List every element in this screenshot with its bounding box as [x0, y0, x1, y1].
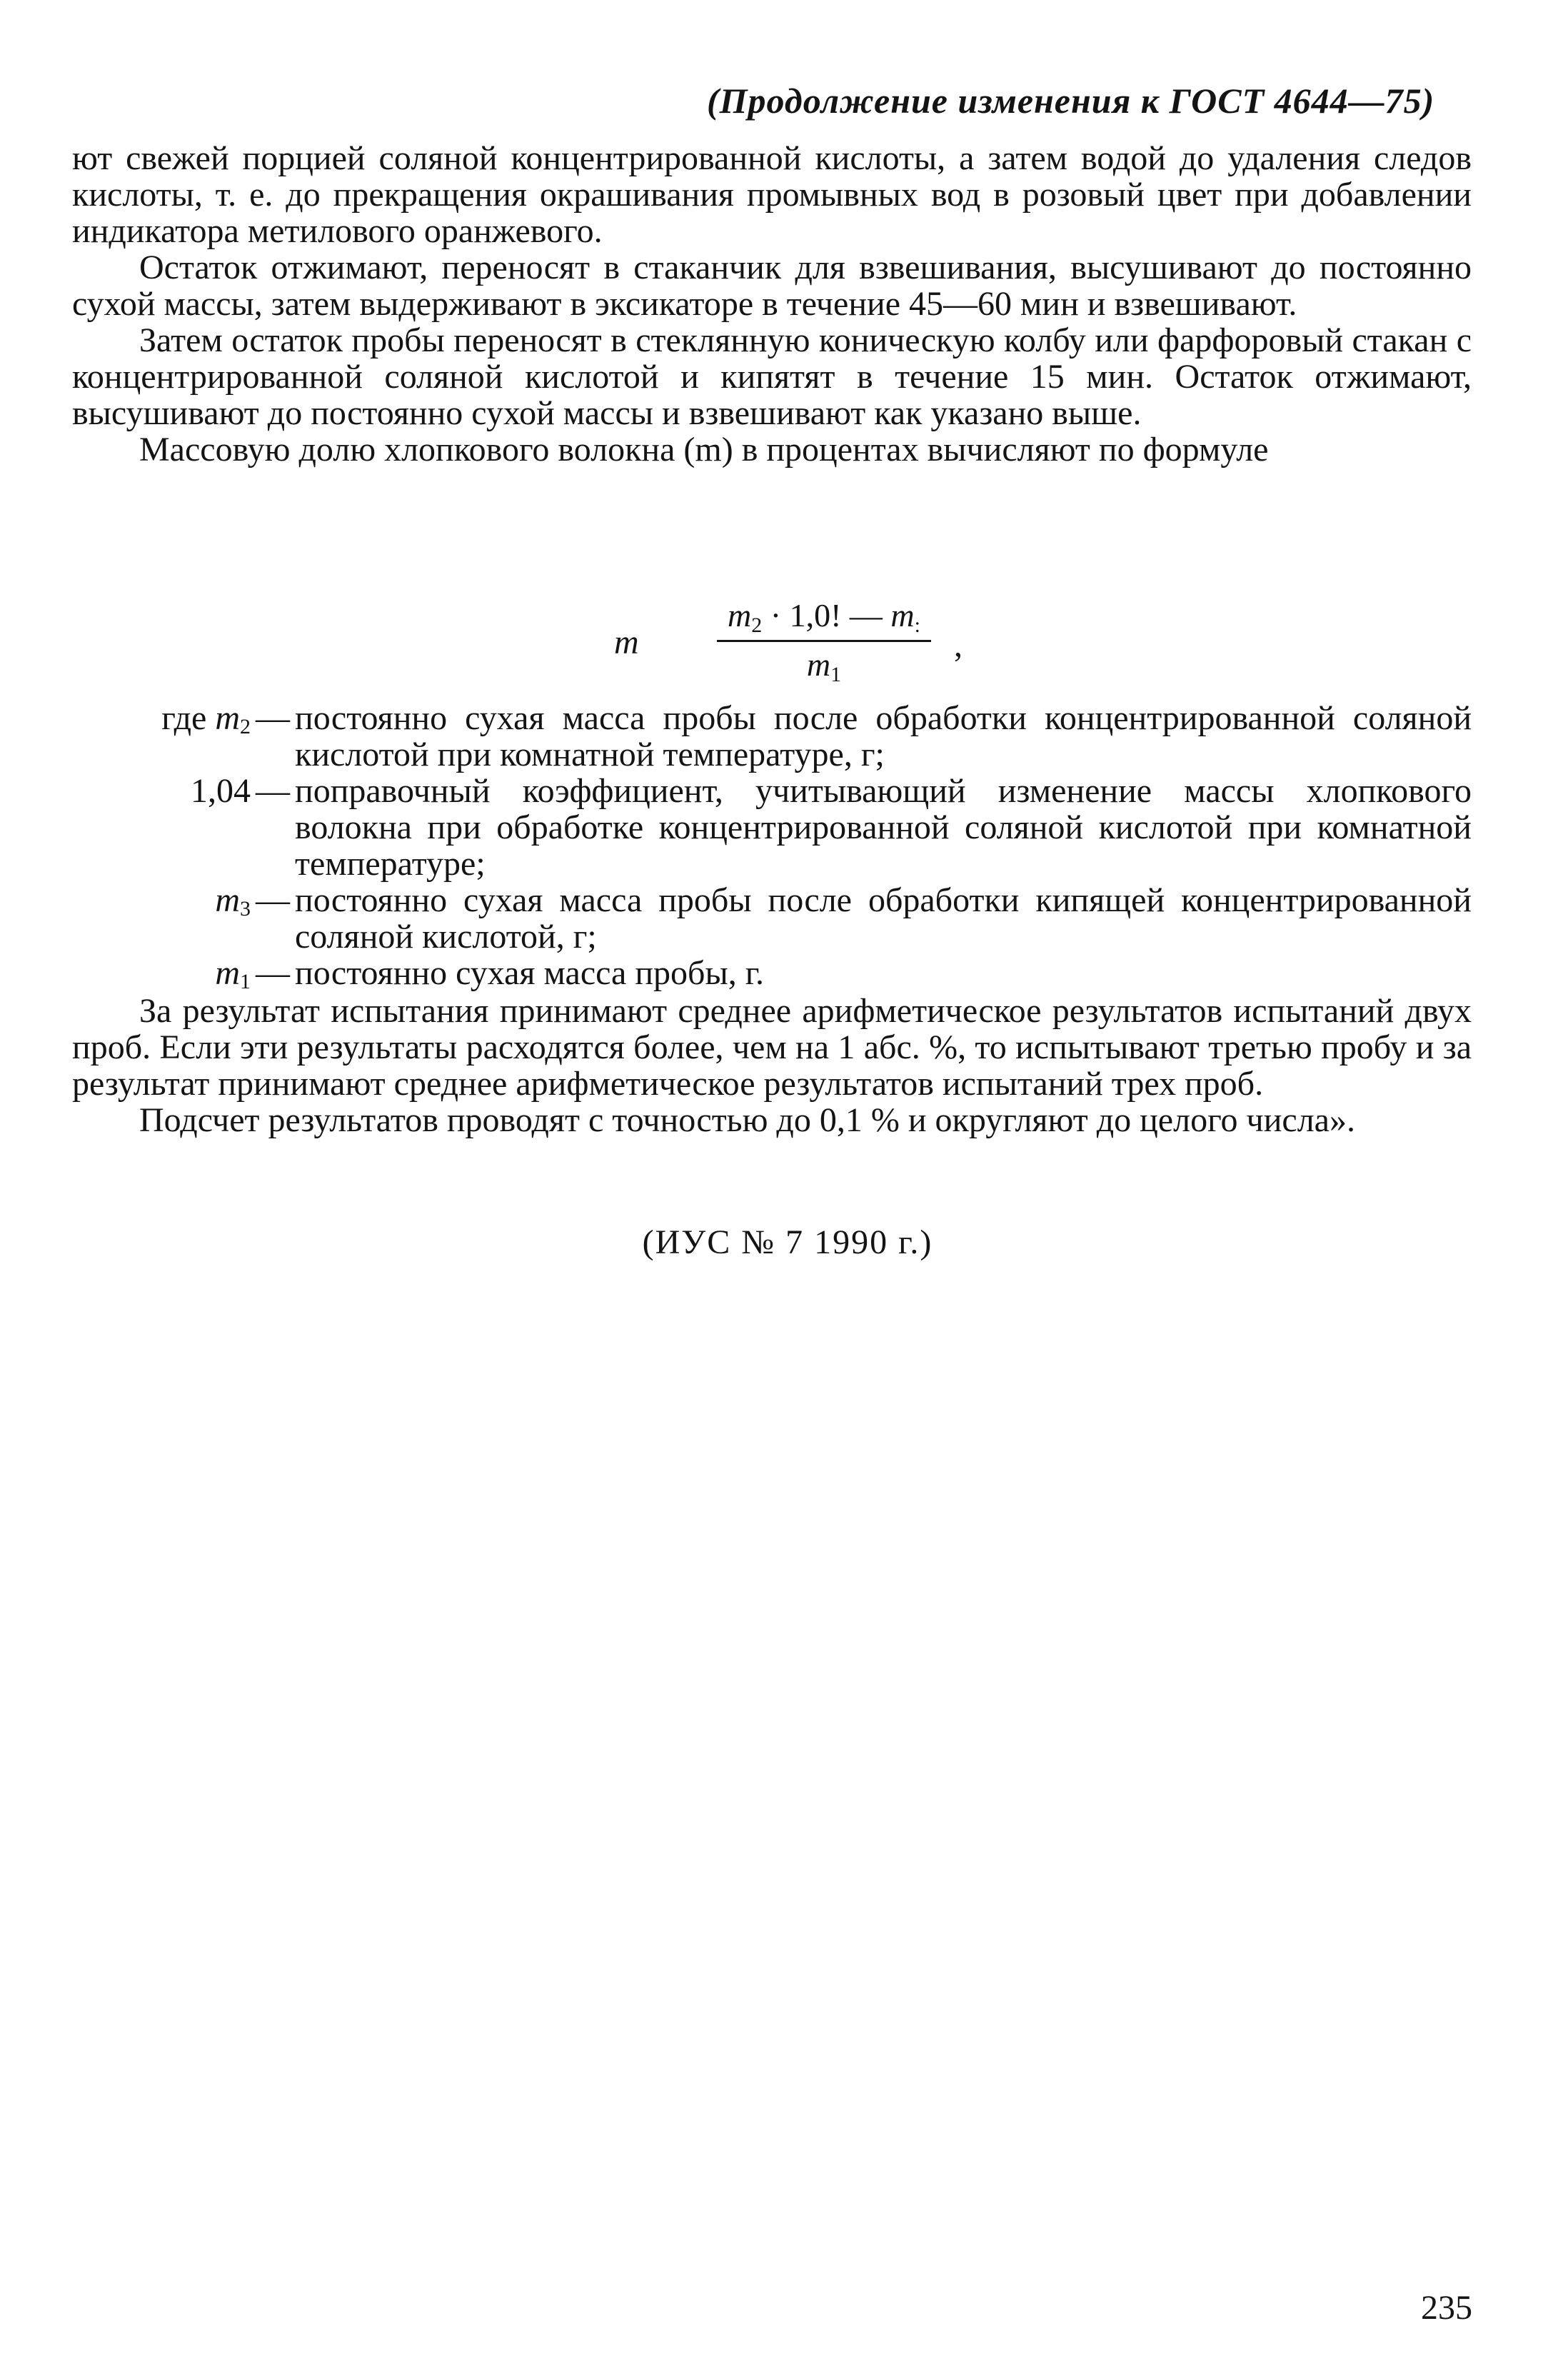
body-text	[72, 140, 1472, 468]
paragraph-rounding: Подсчет результатов проводят с точностью до 0,1 % и округляют до целого числа».	[139, 1101, 1355, 1139]
symbol-sub: 1	[240, 970, 251, 993]
symbol-sub: 3	[240, 897, 251, 921]
formula-num-m2-sub: 2	[751, 613, 763, 637]
symbol-sub: 2	[240, 715, 251, 738]
definition-text: поправочный коэффициент, учитывающий изменение массы хлопкового волокна при обработке концентрированной соляной кислотой при комнатной температуре;	[295, 772, 1472, 883]
page-number: 235	[1421, 2289, 1472, 2327]
results-text	[72, 993, 1472, 1138]
symbol-m: m	[215, 699, 240, 737]
fraction-bar	[717, 640, 931, 642]
definition-number: 1,04	[191, 772, 251, 810]
formula-den-sub: 1	[830, 663, 842, 686]
running-head: (Продолжение изменения к ГОСТ 4644—75)	[707, 81, 1435, 121]
formula-num-m2: m	[728, 597, 752, 633]
definition-dash: —	[256, 699, 290, 737]
formula-numerator	[717, 596, 931, 638]
definition-text: постоянно сухая масса пробы после обработки кипящей концентрированной соляной кислотой, г;	[295, 881, 1472, 956]
formula-num-m3: m	[890, 597, 915, 633]
definition-symbol	[72, 882, 251, 955]
source-note: (ИУС № 7 1990 г.)	[642, 1223, 933, 1261]
formula-trailing-comma: ,	[954, 626, 963, 664]
formula-lhs: m	[614, 623, 639, 661]
paragraph-formula-intro: Массовую долю хлопкового волокна (m) в процентах вычисляют по формуле	[139, 431, 1269, 468]
definition-dash: —	[256, 772, 290, 810]
variable-definitions	[72, 700, 1472, 1000]
paragraph-continuation: ют свежей порцией соляной концентрированной кислоты, а затем водой до удаления следов кислоты, т. е. до прекращения окрашивания промывных вод в розовый цвет при добавлении индикатора метилового оранжевого.	[72, 139, 1472, 250]
definition-m2	[72, 700, 1472, 773]
definition-coefficient	[72, 773, 1472, 882]
paragraph-boiling-step: Затем остаток пробы переносят в стеклянную коническую колбу или фарфоровый стакан с концентрированной соляной кислотой и кипятят в течение 15 мин. Остаток отжимают, высушивают до постоянно сухой массы и взвешивают как указано выше.	[72, 321, 1472, 432]
definition-prefix: где	[161, 699, 216, 737]
definition-text: постоянно сухая масса пробы после обработки концентрированной соляной кислотой при комнатной температуре, г;	[295, 699, 1472, 773]
definition-dash: —	[256, 881, 290, 919]
paragraph-residue-drying: Остаток отжимают, переносят в стаканчик для взвешивания, высушивают до постоянно сухой массы, затем выдерживают в эксикаторе в течение 45—60 мин и взвешивают.	[72, 249, 1472, 323]
symbol-m: m	[215, 881, 240, 919]
mass-fraction-formula	[0, 593, 1568, 693]
formula-num-middle: · 1,0! —	[770, 597, 883, 633]
paragraph-result-averaging: За результат испытания принимают среднее арифметическое результатов испытаний двух проб. Если эти результаты расходятся более, чем на 1 абс. %, то испытывают третью пробу и за результат принимают среднее арифметическое результатов испытаний трех проб.	[72, 992, 1472, 1103]
definition-m3	[72, 882, 1472, 955]
definition-text: постоянно сухая масса пробы, г.	[295, 954, 764, 992]
formula-denominator	[717, 646, 931, 687]
formula-den-m: m	[806, 646, 831, 683]
definition-symbol	[72, 700, 251, 773]
formula-num-m3-sub: :	[914, 613, 920, 637]
symbol-m: m	[215, 954, 240, 992]
definition-dash: —	[256, 954, 290, 992]
